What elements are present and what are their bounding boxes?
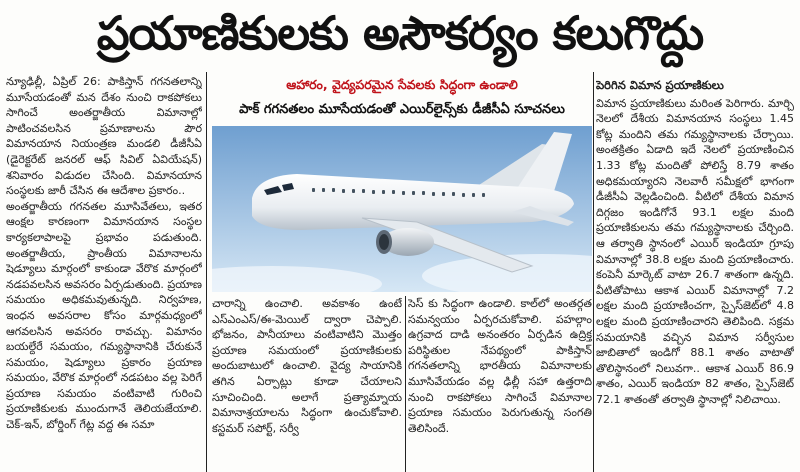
- story-kicker: ఆహారం, వైద్యపరమైన సేవలకు సిద్ధంగా ఉండాలి: [286, 77, 518, 92]
- column-divider-left: [206, 72, 207, 472]
- column-divider-middle: [405, 296, 406, 472]
- airplane-illustration: [212, 126, 592, 292]
- right-subheading: పెరిగిన విమాన ప్రయాణికులు: [596, 78, 724, 92]
- right-body-paragraph: విమాన ప్రయాణికులు మరింత పెరిగారు. మార్చి నెలలో దేశీయ విమానయాన సంస్థలు 1.45 కోట్ల మందిని తమ గమ్యస్థానాలకు చేర్చాయి. అంతక్రితం ఏడాది ఇదే నెలలో ప్రయాణించిన 1.33 కోట్ల మందితో పోలిస్తే 8.79 శాతం అధికమయ్యారని నెలవారీ సమీక్షలో భాగంగా డీజీసీఏ వెల్లడించింది. వీటిలో దేశీయ విమాన దిగ్గజం ఇండిగోనే 93.1 లక్షల మంది ప్రయాణికులను తమ గమ్యస్థానాలకు చేర్చింది. ఆ తర్వాతి స్థానంలో ఎయిర్ ఇండియా గ్రూపు విమానాల్లో 38.8 లక్షల మంది ప్రయాణించారు. కంపెనీ మార్కెట్ వాటా 26.7 శాతంగా ఉన్నది. వీటితోపాటు ఆకాశ ఎయిర్ విమానాల్లో 7.2 లక్షల మంది ప్రయాణించగా, స్పైస్‌జెట్‌లో 4.8 లక్షల మంది ప్రయాణించారని తెలిపింది. సక్రమ సమయానికి వచ్చిన విమాన సర్వీసుల జాబితాలో ఇండిగో 88.1 శాతం వాటాతో తొలిస్థానంలో నిలువగా.. ఆకాశ ఎయిర్ 86.9 శాతం, ఎయిర్ ఇండియా 82 శాతం, స్పైస్‌జెట్ 72.1 శాతంతో తర్వాతి స్థానాల్లో నిలిచాయి.: [596, 96, 794, 406]
- dateline-paragraph: న్యూఢిల్లీ, ఏప్రిల్ 26: పాకిస్తాన్ గగనతలాన్ని మూసేయడంతో మన దేశం నుంచి రాకపోకలు సాగించే అంతర్జాతీయ విమానాల్లో పాటించవలసిన ప్రమాణాలను పౌర విమానయాన నియంత్రణ మండలి డీజీసీఏ (డైరెక్టరేట్ జనరల్ ఆఫ్ సివిల్ ఏవియేషన్) శనివారం విడుదల చేసింది. విమానయాన సంస్థలకు జారీ చేసిన ఈ ఆదేశాల ప్రకారం..: [6, 75, 202, 198]
- page-headline: ప్రయాణికులకు అసౌకర్యం కలుగొద్దు: [96, 6, 704, 60]
- airplane-photo: [212, 126, 592, 292]
- left-article-column: [6, 74, 202, 470]
- middle-column-b: సెస్ కు సిద్ధంగా ఉండాలి. కాల్‌లో అంతర్గత సమన్వయం ఏర్పరచుకోవాలి. పహల్గాం ఉగ్రవాద దాడి అనంతరం ఏర్పడిన ఉద్రిక్త పరిస్థితుల నేపథ్యంలో పాకిస్తాన్ గగనతలాన్ని భారతీయ విమానాలకు మూసివేయడం వల్ల ఢిల్లీ సహా ఉత్తరాది నుంచి రాకపోకలు సాగించే విమానాల ప్రయాణ సమయం పెరుగుతున్న సంగతి తెలిసిందే.: [408, 297, 592, 435]
- story-deck: పాక్ గగనతలం మూసేయడంతో ఎయిర్‌లైన్స్‌కు డీజీసీఏ సూచనలు: [239, 102, 565, 117]
- column-divider-right: [593, 72, 594, 472]
- right-article-column: [596, 78, 794, 470]
- body-paragraph: అంతర్జాతీయ గగనతల మూసివేతలు, ఇతర ఆంక్షల కారణంగా విమానయాన సంస్థల కార్యకలాపాలపై ప్రభావం పడుతుంది. అంతర్జాతీయ, ప్రాంతీయ విమానాలను షెడ్యూలు మార్గంలో కాకుండా వేరొక మార్గంలో నడపవలసిన అవసరం ఏర్పడుతుంది. ప్రయాణ సమయం అధికమవుతున్నది. నిర్వహణ, ఇంధన అవసరాల కోసం మార్గమధ్యంలో ఆగవలసిన అవసరం రావచ్చు. విమానం బయల్దేరే సమయం, గమ్యస్థానానికి చేరుకునే సమయం, షెడ్యూలు ప్రకారం ప్రయాణ సమయం, వేరొక మార్గంలో నడపటం వల్ల పెరిగే ప్రయాణ సమయం వంటివాటి గురించి ప్రయాణికులకు ముందుగానే తెలియజేయాలి. చెక్-ఇన్, బోర్డింగ్ గేట్ల వద్ద ఈ సమా: [6, 199, 202, 432]
- middle-column-a: చారాన్ని ఉంచాలి. అవకాశం ఉంటే ఎస్ఎంఎస్/ఈ-మెయిల్ ద్వారా చెప్పాలి. భోజనం, పానీయాలు వంటివాటిని మొత్తం ప్రయాణ సమయంలో ప్రయాణికులకు అందుబాటులో ఉంచాలి. వైద్య సాయానికి తగిన ఏర్పాట్లు కూడా చేయాలని సూచించింది. అలాగే ప్రత్యామ్నాయ విమానాశ్రయాలను సిద్ధంగా ఉంచుకోవాలి. కస్టమర్ సపోర్ట్, సర్వీ: [212, 297, 402, 435]
